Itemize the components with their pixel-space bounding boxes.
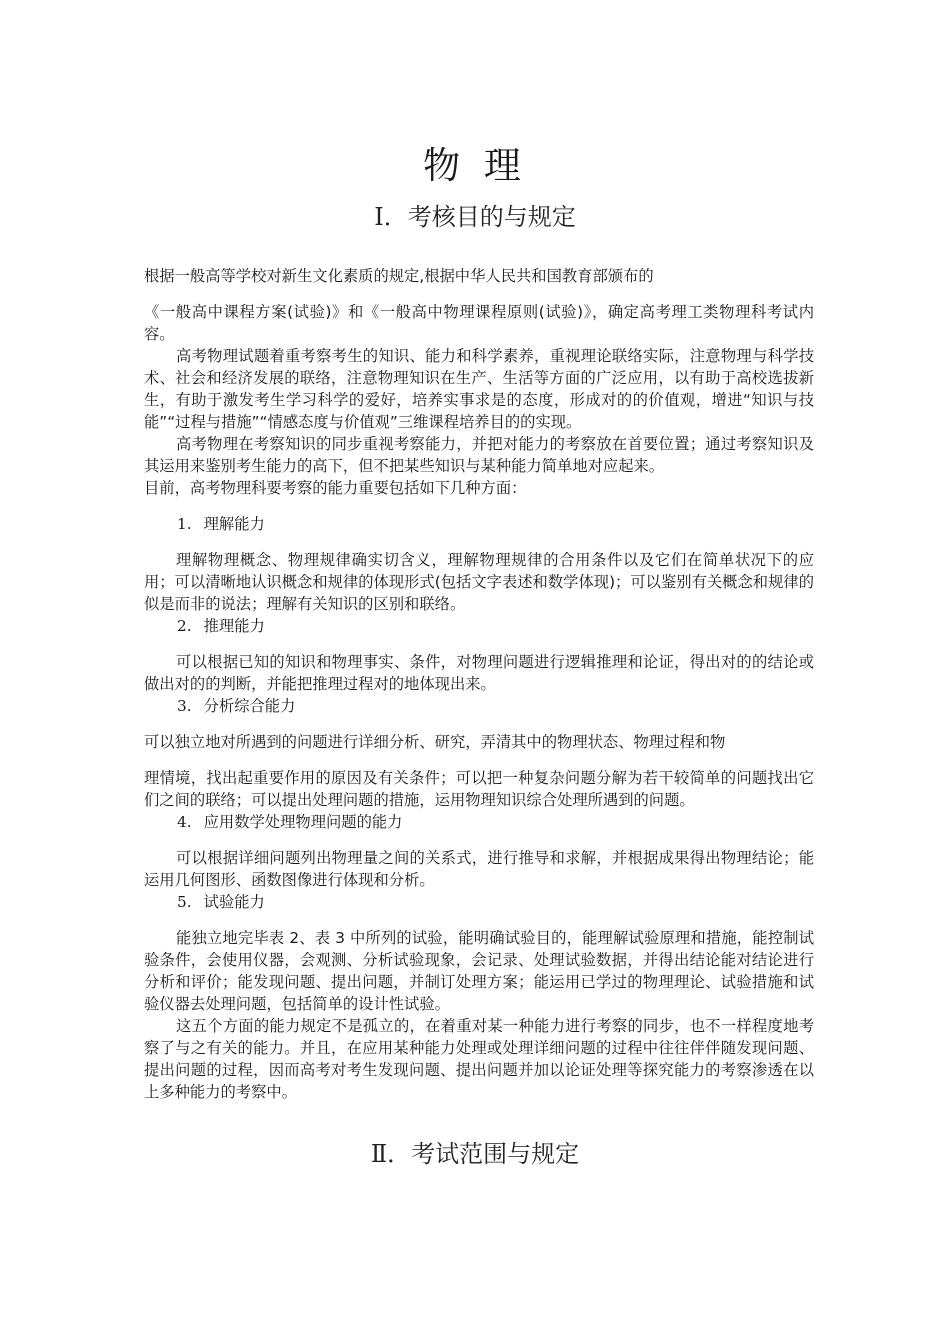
list-item-heading: [177, 695, 295, 717]
intro-line-2: 《一般高中课程方案(试验)》和《一般高中物理课程原则(试验)》，确定高考理工类物理科考试内容。: [144, 303, 814, 343]
paragraph-1: 高考物理试题着重考察考生的知识、能力和科学素养，重视理论联络实际，注意物理与科学技术、社会和经济发展的联络，注意物理知识在生产、生活等方面的广泛应用，以有助于高校选拔新生，有助于激发考生学习科学的爱好，培养实事求是的态度，形成对的的价值观，增进“知识与技能”“过程与措施”“情感态度与价值观”三维课程培养目的的实现。: [144, 347, 814, 431]
list-item-number: 2.: [177, 617, 192, 635]
list-item-description: 可以根据已知的知识和物理事实、条件，对物理问题进行逻辑推理和论证，得出对的的结论或做出对的的判断，并能把推理过程对的地体现出来。: [144, 653, 814, 693]
section-heading-1: Ⅰ．考核目的与规定: [374, 203, 576, 231]
list-item-label: 试验能力: [203, 893, 265, 911]
list-item-number: 3.: [177, 697, 192, 715]
list-item-heading: [177, 811, 402, 833]
page-title: 物 理: [423, 143, 527, 187]
paragraph-2: 高考物理在考察知识的同步重视考察能力，并把对能力的考察放在首要位置；通过考察知识及其运用来鉴别考生能力的高下，但不把某些知识与某种能力简单地对应起来。: [144, 435, 814, 475]
paragraph-3: 目前，高考物理科要考察的能力重要包括如下几种方面：: [144, 479, 527, 497]
list-item-heading: [177, 615, 265, 637]
list-item-description: 理解物理概念、物理规律确实切含义，理解物理规律的合用条件以及它们在简单状况下的应用；可以清晰地认识概念和规律的体现形式(包括文字表述和数学体现)；可以鉴别有关概念和规律的似是而非的说法；理解有关知识的区别和联络。: [144, 551, 814, 613]
list-item-description-line-2: 理情境，找出起重要作用的原因及有关条件；可以把一种复杂问题分解为若干较简单的问题找出它们之间的联络；可以提出处理问题的措施，运用物理知识综合处理所遇到的问题。: [144, 769, 814, 809]
list-item-number: 4.: [177, 813, 192, 831]
list-item-description: 能独立地完毕表 2、表 3 中所列的试验，能明确试验目的，能理解试验原理和措施，能控制试验条件，会使用仪器，会观测、分析试验现象，会记录、处理试验数据，并得出结论能对结论进行分析和评价；能发现问题、提出问题，并制订处理方案；能运用已学过的物理理论、试验措施和试验仪器去处理问题，包括简单的设计性试验。: [144, 929, 814, 1013]
list-item-heading: [177, 891, 265, 913]
list-item-number: 5.: [177, 893, 192, 911]
intro-line-1: 根据一般高等学校对新生文化素质的规定,根据中华人民共和国教育部颁布的: [144, 267, 654, 285]
list-item-label: 分析综合能力: [203, 697, 296, 715]
list-item-description-line-1: 可以独立地对所遇到的问题进行详细分析、研究，弄清其中的物理状态、物理过程和物: [144, 733, 726, 751]
list-item-label: 推理能力: [203, 617, 265, 635]
section-heading-2: Ⅱ．考试范围与规定: [370, 1140, 580, 1168]
list-item-description: 可以根据详细问题列出物理量之间的关系式，进行推导和求解，并根据成果得出物理结论；能运用几何图形、函数图像进行体现和分析。: [144, 849, 814, 889]
list-item-label: 理解能力: [203, 515, 265, 533]
paragraph-final: 这五个方面的能力规定不是孤立的，在着重对某一种能力进行考察的同步，也不一样程度地考察了与之有关的能力。并且，在应用某种能力处理或处理详细问题的过程中往往伴伴随发现问题、提出问题的过程，因而高考对考生发现问题、提出问题并加以论证处理等探究能力的考察渗透在以上多种能力的考察中。: [144, 1017, 814, 1101]
list-item-heading: [177, 513, 265, 535]
list-item-label: 应用数学处理物理问题的能力: [203, 813, 403, 831]
list-item-number: 1.: [177, 515, 192, 533]
